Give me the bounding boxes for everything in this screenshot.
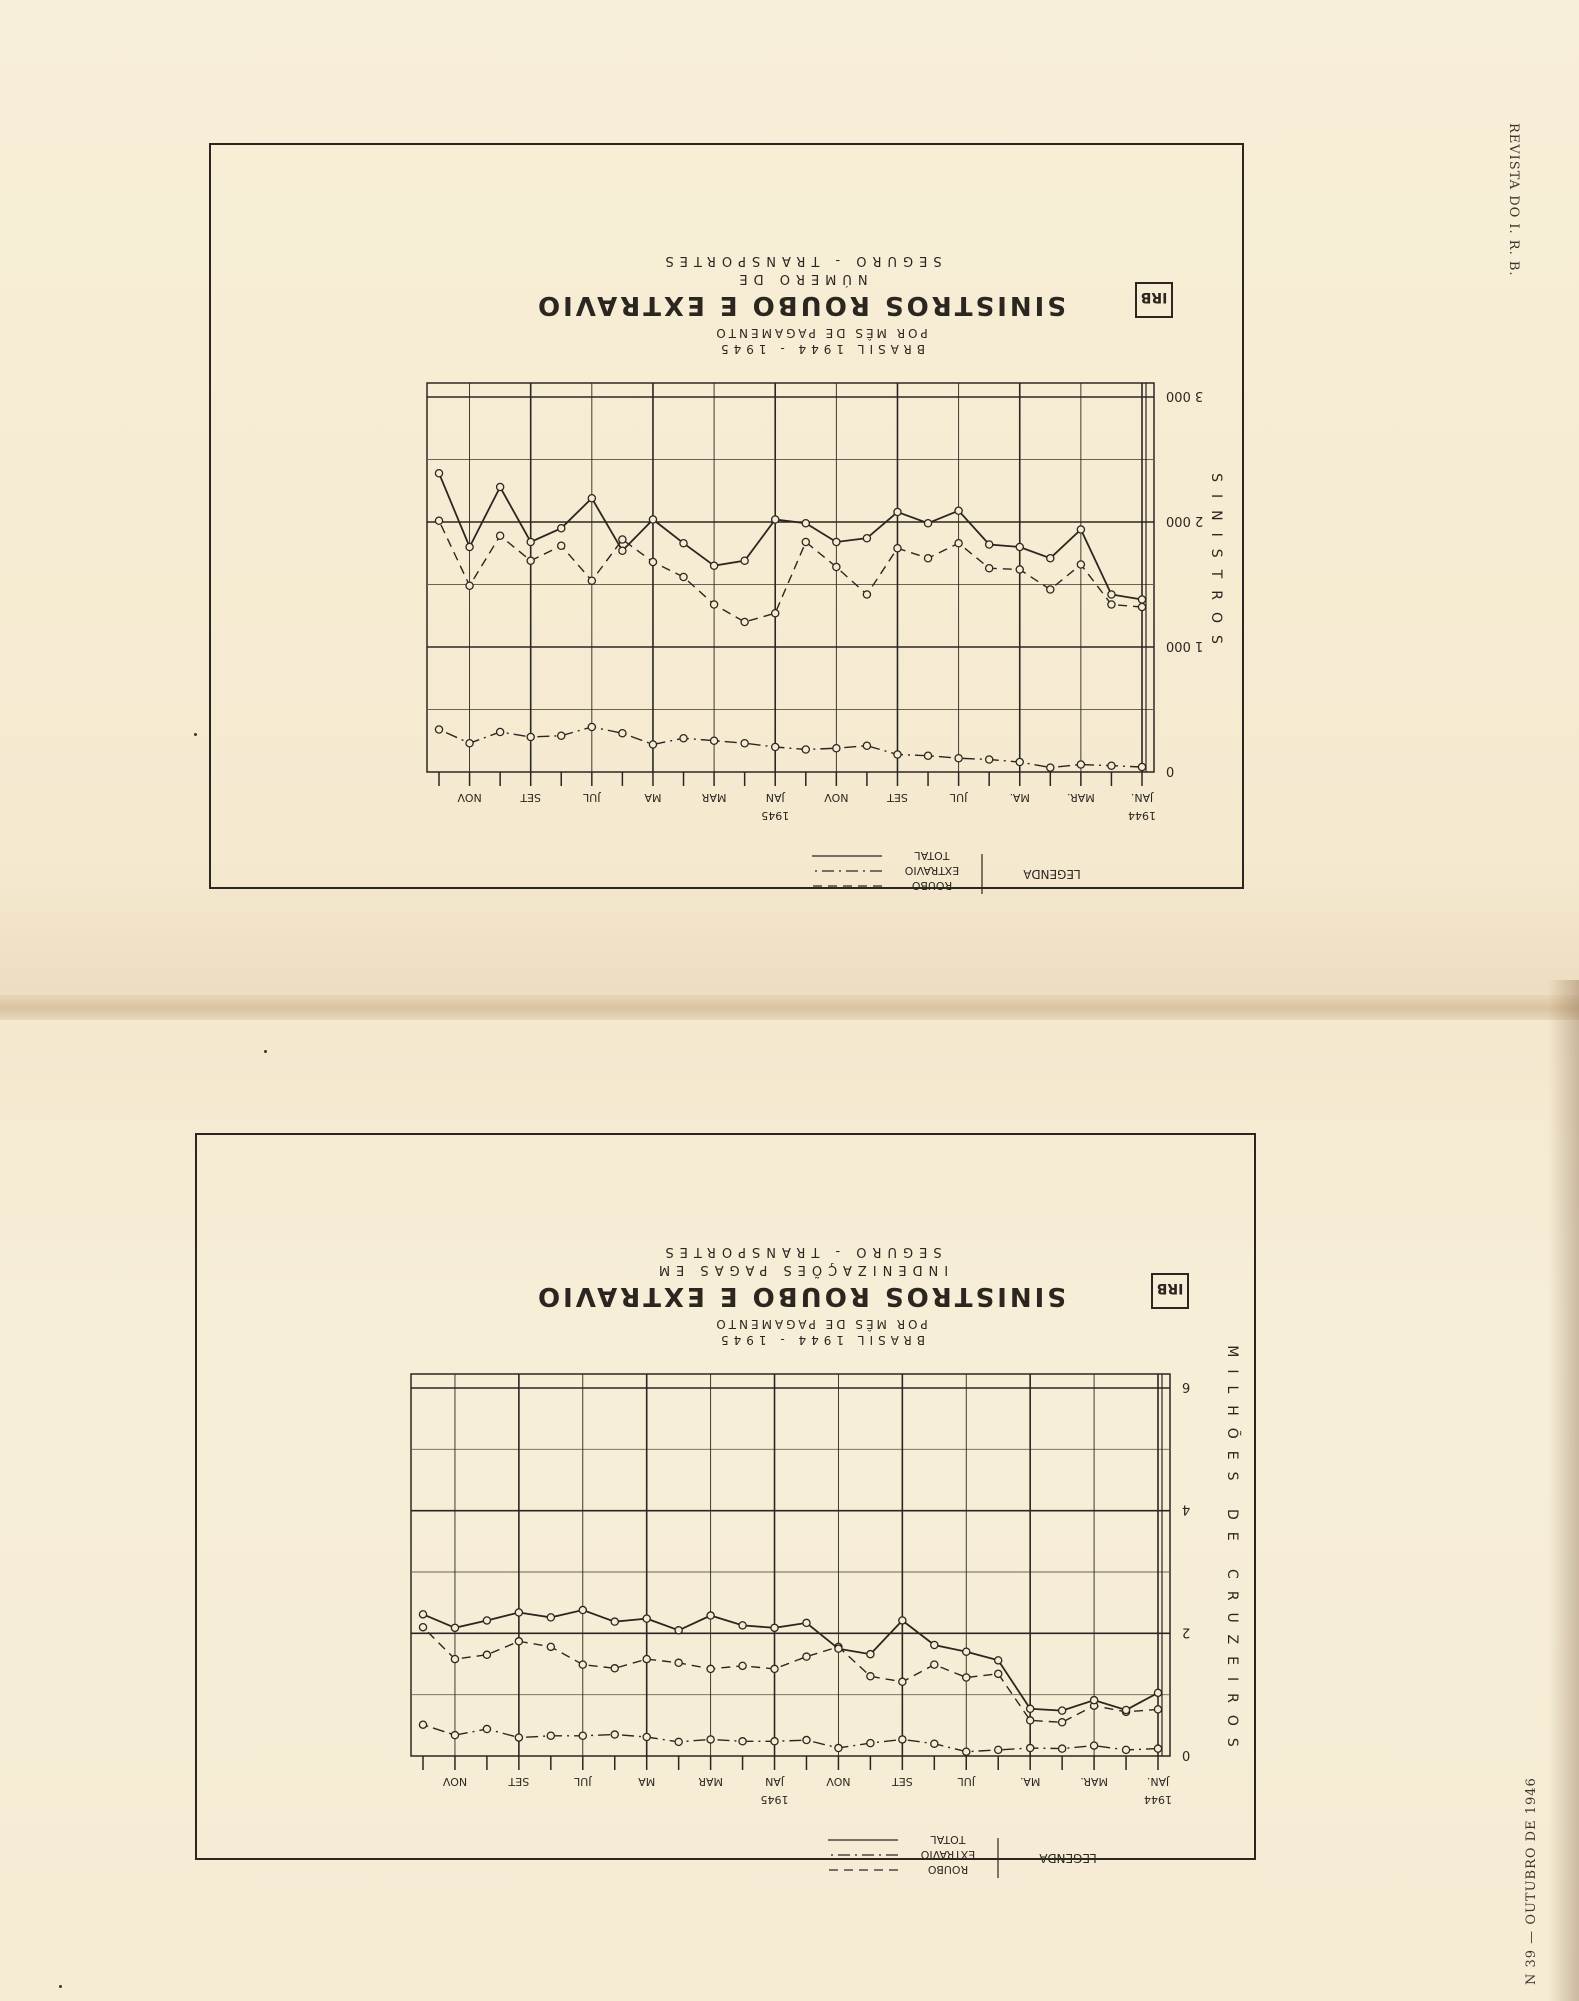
data-point-extravio bbox=[1154, 1745, 1161, 1752]
month-label: SET bbox=[508, 1775, 530, 1788]
data-point-extravio bbox=[771, 1738, 778, 1745]
y-tick-label: 0 bbox=[1182, 1747, 1191, 1762]
data-point-extravio bbox=[527, 733, 534, 740]
data-point-extravio bbox=[619, 730, 626, 737]
data-point-extravio bbox=[1090, 1742, 1097, 1749]
data-point-extravio bbox=[1016, 758, 1023, 765]
data-point-total bbox=[867, 1651, 874, 1658]
month-label: JUL bbox=[583, 791, 601, 804]
data-point-total bbox=[833, 538, 840, 545]
month-label: NOV bbox=[442, 1775, 468, 1788]
month-label: MAR. bbox=[1080, 1775, 1108, 1788]
legend-item-label: ROUBO bbox=[911, 879, 953, 892]
data-point-roubo bbox=[619, 536, 626, 543]
month-label: SET bbox=[887, 791, 908, 804]
data-point-total bbox=[772, 516, 779, 523]
data-point-extravio bbox=[924, 752, 931, 759]
data-point-extravio bbox=[1077, 761, 1084, 768]
chart-title: SINISTROS ROUBO E EXTRAVIO bbox=[534, 290, 1067, 320]
data-point-total bbox=[710, 562, 717, 569]
data-point-roubo bbox=[1108, 601, 1115, 608]
year-label: 1945 bbox=[760, 1793, 789, 1806]
legend-item-label: EXTRAVIO bbox=[904, 864, 960, 877]
subtitle-month: POR MÊS DE PAGAMENTO bbox=[713, 326, 928, 340]
month-label: JAN bbox=[765, 1775, 784, 1788]
data-point-roubo bbox=[739, 1662, 746, 1669]
data-point-roubo bbox=[1077, 561, 1084, 568]
chart-claims-count-svg bbox=[211, 145, 1242, 892]
chart-line2: INDENIZAÇÕES PAGAS EM bbox=[652, 1262, 949, 1277]
irb-logo: IRB bbox=[1156, 1280, 1184, 1296]
month-label: MAR bbox=[701, 791, 727, 804]
data-point-roubo bbox=[1154, 1706, 1161, 1713]
data-point-extravio bbox=[1027, 1744, 1034, 1751]
data-point-total bbox=[483, 1617, 490, 1624]
month-label: MA. bbox=[1009, 791, 1030, 804]
month-label: SET bbox=[520, 791, 542, 804]
data-point-total bbox=[741, 557, 748, 564]
data-point-total bbox=[1077, 526, 1084, 533]
data-point-roubo bbox=[931, 1661, 938, 1668]
chart-title: SINISTROS ROUBO E EXTRAVIO bbox=[534, 1281, 1067, 1311]
data-point-roubo bbox=[1016, 566, 1023, 573]
journal-header: REVISTA DO I. R. B. bbox=[1506, 123, 1521, 277]
data-point-roubo bbox=[643, 1655, 650, 1662]
data-point-roubo bbox=[802, 538, 809, 545]
y-tick-label: 2 000 bbox=[1166, 513, 1204, 528]
data-point-roubo bbox=[680, 573, 687, 580]
legend-title: LEGENDA bbox=[1039, 1851, 1097, 1865]
data-point-total bbox=[619, 547, 626, 554]
chart-line1: SEGURO - TRANSPORTES bbox=[659, 253, 942, 268]
data-point-total bbox=[515, 1609, 522, 1616]
irb-logo: IRB bbox=[1140, 289, 1168, 305]
data-point-roubo bbox=[772, 610, 779, 617]
data-point-extravio bbox=[963, 1748, 970, 1755]
legend-item-label: TOTAL bbox=[914, 849, 950, 862]
data-point-total bbox=[497, 483, 504, 490]
subtitle-country: BRASIL 1944 - 1945 bbox=[716, 342, 925, 356]
data-point-extravio bbox=[419, 1721, 426, 1728]
subtitle-country: BRASIL 1944 - 1945 bbox=[716, 1333, 925, 1347]
data-point-roubo bbox=[741, 618, 748, 625]
data-point-roubo bbox=[803, 1653, 810, 1660]
chart-line1: SEGURO - TRANSPORTES bbox=[659, 1244, 942, 1259]
year-label: 1945 bbox=[761, 809, 790, 822]
year-label: 1944 bbox=[1128, 809, 1156, 822]
data-point-extravio bbox=[803, 1736, 810, 1743]
data-point-total bbox=[1090, 1697, 1097, 1704]
data-point-extravio bbox=[802, 746, 809, 753]
paper-speck bbox=[59, 1985, 62, 1988]
data-point-total bbox=[527, 538, 534, 545]
data-point-roubo bbox=[771, 1665, 778, 1672]
data-point-total bbox=[579, 1606, 586, 1613]
legend-item-label: EXTRAVIO bbox=[920, 1848, 976, 1861]
data-point-total bbox=[835, 1645, 842, 1652]
data-point-extravio bbox=[680, 735, 687, 742]
data-point-total bbox=[771, 1624, 778, 1631]
paper-speck bbox=[194, 733, 197, 736]
month-label: NOV bbox=[826, 1775, 851, 1788]
data-point-extravio bbox=[863, 742, 870, 749]
data-point-extravio bbox=[899, 1736, 906, 1743]
data-point-extravio bbox=[466, 740, 473, 747]
data-point-extravio bbox=[835, 1744, 842, 1751]
month-label: JAN bbox=[765, 791, 785, 804]
data-point-total bbox=[803, 1619, 810, 1626]
data-point-total bbox=[931, 1641, 938, 1648]
data-point-extravio bbox=[1122, 1746, 1129, 1753]
y-tick-label: 3 000 bbox=[1166, 388, 1204, 403]
data-point-roubo bbox=[995, 1670, 1002, 1677]
data-point-roubo bbox=[894, 545, 901, 552]
data-point-total bbox=[435, 470, 442, 477]
data-point-total bbox=[558, 525, 565, 532]
chart-claims-count bbox=[209, 143, 1244, 892]
chart-rotated-group bbox=[427, 253, 1224, 894]
data-point-extravio bbox=[995, 1746, 1002, 1753]
plot-box bbox=[411, 1374, 1170, 1756]
data-point-roubo bbox=[588, 577, 595, 584]
page-edge-shadow bbox=[1548, 980, 1579, 2001]
month-label: JAN. bbox=[1146, 1775, 1170, 1788]
data-point-roubo bbox=[515, 1638, 522, 1645]
data-point-roubo bbox=[451, 1655, 458, 1662]
y-tick-label: 2 bbox=[1182, 1624, 1191, 1640]
data-point-total bbox=[1027, 1705, 1034, 1712]
y-tick-label: 0 bbox=[1166, 763, 1175, 778]
data-point-extravio bbox=[986, 756, 993, 763]
data-point-roubo bbox=[1059, 1719, 1066, 1726]
legend-item-label: TOTAL bbox=[930, 1833, 966, 1846]
data-point-extravio bbox=[710, 737, 717, 744]
y-tick-label: 4 bbox=[1182, 1501, 1191, 1517]
data-point-extravio bbox=[547, 1732, 554, 1739]
data-point-total bbox=[1122, 1706, 1129, 1713]
data-point-total bbox=[680, 540, 687, 547]
data-point-roubo bbox=[707, 1665, 714, 1672]
data-point-total bbox=[1138, 596, 1145, 603]
data-point-total bbox=[899, 1617, 906, 1624]
data-point-total bbox=[1154, 1689, 1161, 1696]
data-point-roubo bbox=[547, 1643, 554, 1650]
data-point-total bbox=[649, 516, 656, 523]
data-point-roubo bbox=[963, 1674, 970, 1681]
data-point-roubo bbox=[955, 540, 962, 547]
data-point-extravio bbox=[955, 755, 962, 762]
data-point-roubo bbox=[483, 1651, 490, 1658]
data-point-roubo bbox=[924, 555, 931, 562]
subtitle-month: POR MÊS DE PAGAMENTO bbox=[713, 1317, 928, 1331]
data-point-roubo bbox=[1027, 1717, 1034, 1724]
data-point-total bbox=[419, 1611, 426, 1618]
data-point-total bbox=[1108, 591, 1115, 598]
data-point-roubo bbox=[986, 565, 993, 572]
y-tick-label: 6 bbox=[1182, 1379, 1191, 1394]
data-point-roubo bbox=[497, 532, 504, 539]
data-point-total bbox=[1059, 1707, 1066, 1714]
data-point-total bbox=[863, 535, 870, 542]
month-label: JUL bbox=[957, 1775, 975, 1788]
data-point-roubo bbox=[419, 1624, 426, 1631]
data-point-extravio bbox=[867, 1740, 874, 1747]
data-point-extravio bbox=[579, 1732, 586, 1739]
data-point-total bbox=[739, 1622, 746, 1629]
series-line-extravio bbox=[439, 727, 1142, 768]
data-point-extravio bbox=[649, 741, 656, 748]
data-point-total bbox=[986, 541, 993, 548]
data-point-roubo bbox=[899, 1678, 906, 1685]
month-label: NOV bbox=[457, 791, 482, 804]
data-point-extravio bbox=[1047, 764, 1054, 771]
chart-indemnities-svg bbox=[197, 1135, 1254, 1876]
data-point-total bbox=[963, 1648, 970, 1655]
month-label: JAN. bbox=[1130, 791, 1154, 804]
year-label: 1944 bbox=[1144, 1793, 1172, 1806]
data-point-extravio bbox=[833, 745, 840, 752]
data-point-total bbox=[955, 507, 962, 514]
data-point-extravio bbox=[675, 1738, 682, 1745]
month-label: MA. bbox=[1020, 1775, 1041, 1788]
data-point-extravio bbox=[1059, 1745, 1066, 1752]
month-label: JUL bbox=[574, 1775, 592, 1788]
data-point-total bbox=[1047, 555, 1054, 562]
data-point-roubo bbox=[435, 517, 442, 524]
data-point-roubo bbox=[579, 1661, 586, 1668]
data-point-roubo bbox=[611, 1665, 618, 1672]
data-point-roubo bbox=[867, 1673, 874, 1680]
series-line-extravio bbox=[423, 1725, 1158, 1752]
data-point-total bbox=[1016, 543, 1023, 550]
series-line-total bbox=[423, 1610, 1158, 1711]
month-label: MA bbox=[638, 1775, 656, 1788]
data-point-extravio bbox=[611, 1731, 618, 1738]
data-point-extravio bbox=[739, 1738, 746, 1745]
data-point-roubo bbox=[1047, 586, 1054, 593]
chart-rotated-group bbox=[411, 1244, 1241, 1878]
data-point-extravio bbox=[558, 732, 565, 739]
data-point-extravio bbox=[515, 1734, 522, 1741]
month-label: JUL bbox=[949, 791, 968, 804]
axis-title: SINISTROS bbox=[1208, 473, 1224, 656]
data-point-extravio bbox=[741, 740, 748, 747]
data-point-extravio bbox=[772, 743, 779, 750]
y-tick-label: 1 000 bbox=[1166, 638, 1204, 653]
data-point-extravio bbox=[707, 1736, 714, 1743]
legend-item-label: ROUBO bbox=[927, 1863, 969, 1876]
data-point-total bbox=[547, 1614, 554, 1621]
data-point-roubo bbox=[466, 582, 473, 589]
series-line-roubo bbox=[423, 1627, 1158, 1722]
data-point-extravio bbox=[931, 1740, 938, 1747]
month-label: NOV bbox=[824, 791, 849, 804]
data-point-roubo bbox=[1138, 603, 1145, 610]
month-label: MAR bbox=[698, 1775, 723, 1788]
data-point-roubo bbox=[558, 542, 565, 549]
data-point-extravio bbox=[643, 1733, 650, 1740]
data-point-extravio bbox=[451, 1732, 458, 1739]
data-point-total bbox=[643, 1615, 650, 1622]
data-point-roubo bbox=[710, 601, 717, 608]
data-point-extravio bbox=[1108, 762, 1115, 769]
data-point-extravio bbox=[435, 726, 442, 733]
data-point-total bbox=[924, 520, 931, 527]
data-point-total bbox=[466, 543, 473, 550]
data-point-total bbox=[675, 1627, 682, 1634]
data-point-total bbox=[707, 1612, 714, 1619]
chart-line2: NÚMERO DE bbox=[733, 271, 868, 286]
data-point-total bbox=[588, 495, 595, 502]
chart-indemnities bbox=[195, 1133, 1256, 1876]
data-point-total bbox=[451, 1624, 458, 1631]
data-point-extravio bbox=[483, 1725, 490, 1732]
data-point-roubo bbox=[863, 591, 870, 598]
paper-speck bbox=[264, 1050, 267, 1053]
data-point-total bbox=[995, 1657, 1002, 1664]
legend-title: LEGENDA bbox=[1023, 867, 1081, 881]
data-point-roubo bbox=[649, 558, 656, 565]
data-point-total bbox=[802, 520, 809, 527]
axis-title: MILHÕES DE CRUZEIROS bbox=[1224, 1345, 1240, 1759]
data-point-extravio bbox=[497, 728, 504, 735]
month-label: MA bbox=[644, 791, 662, 804]
month-label: MAR. bbox=[1066, 791, 1095, 804]
data-point-roubo bbox=[833, 563, 840, 570]
month-label: SET bbox=[892, 1775, 913, 1788]
issue-footer: N 39 — OUTUBRO DE 1946 bbox=[1524, 1777, 1539, 1985]
data-point-roubo bbox=[675, 1659, 682, 1666]
data-point-roubo bbox=[527, 557, 534, 564]
data-point-total bbox=[894, 508, 901, 515]
data-point-extravio bbox=[1138, 763, 1145, 770]
data-point-extravio bbox=[588, 723, 595, 730]
data-point-extravio bbox=[894, 751, 901, 758]
data-point-total bbox=[611, 1618, 618, 1625]
